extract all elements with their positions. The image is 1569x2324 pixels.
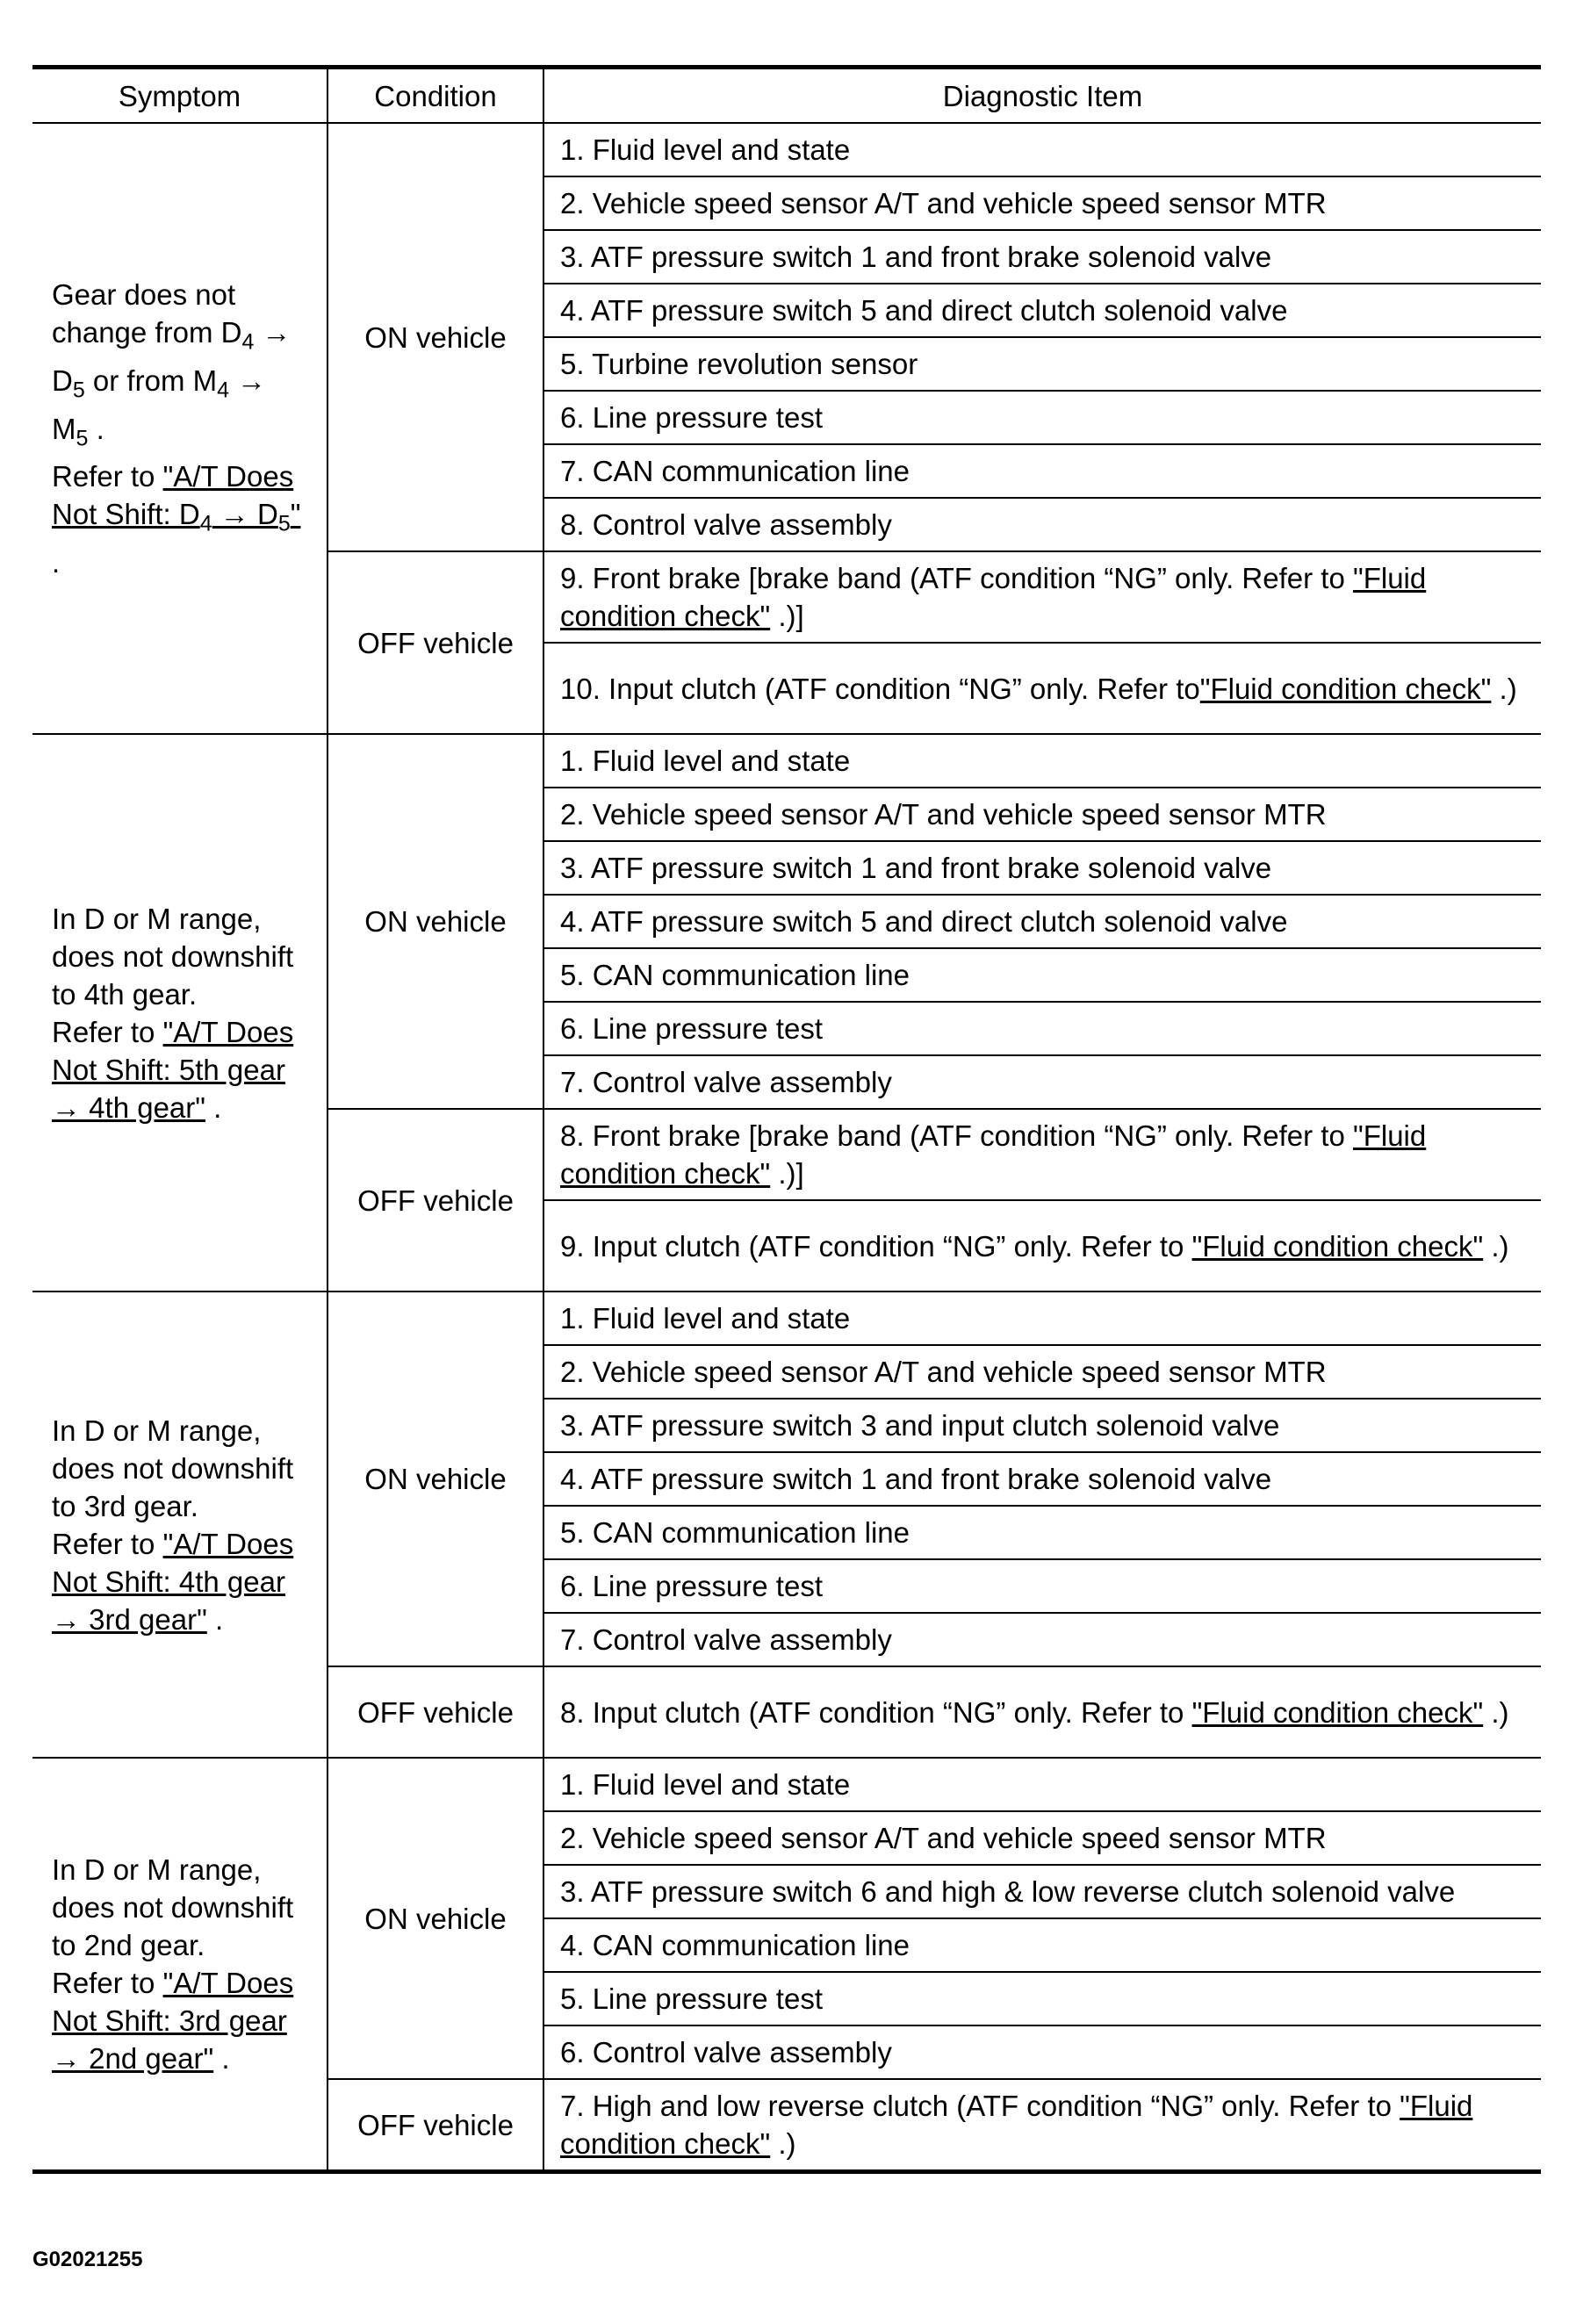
- diagnostic-item: 3. ATF pressure switch 3 and input clutch solenoid valve: [543, 1399, 1541, 1452]
- diagnostic-item: 4. ATF pressure switch 1 and front brake solenoid valve: [543, 1452, 1541, 1506]
- diagnostic-item: 4. CAN communication line: [543, 1918, 1541, 1972]
- symptom-refer: Refer to: [52, 460, 155, 493]
- diagnostic-item: 5. Line pressure test: [543, 1972, 1541, 2025]
- symptom-text: In D or M range, does not downshift to 4th gear.: [52, 902, 294, 1011]
- diagnostic-item: 7. Control valve assembly: [543, 1055, 1541, 1109]
- symptom-text: Gear does not change from $D_4 \to D_5$ or from $M_4 \to M_5$ .: [52, 278, 291, 451]
- diagnostic-item: 9. Front brake [brake band (ATF condition “NG” only. Refer to "Fluid condition check" .)]: [543, 551, 1541, 643]
- diagnostic-item: 6. Control valve assembly: [543, 2025, 1541, 2079]
- diagnostic-item: 6. Line pressure test: [543, 391, 1541, 444]
- condition-on-vehicle: ON vehicle: [327, 1758, 543, 2079]
- header-row: [32, 68, 1541, 124]
- fluid-condition-check-link[interactable]: "Fluid condition check": [560, 1119, 1427, 1190]
- condition-off-vehicle: OFF vehicle: [327, 1666, 543, 1758]
- condition-on-vehicle: ON vehicle: [327, 123, 543, 551]
- diagnostic-item: 7. CAN communication line: [543, 444, 1541, 498]
- symptom-cell: Gear does not change from $D_4 \to D_5$ or from $M_4 \to M_5$ . Refer to "A/T Does Not Shift: $D_4 \to D_5$" .: [32, 123, 327, 734]
- diagnostic-item: 7. High and low reverse clutch (ATF condition “NG” only. Refer to "Fluid condition check" .): [543, 2079, 1541, 2172]
- condition-on-vehicle: ON vehicle: [327, 1292, 543, 1666]
- diagnostic-item: 3. ATF pressure switch 1 and front brake solenoid valve: [543, 230, 1541, 284]
- figure-id: G02021255: [32, 2248, 143, 2271]
- symptom-cell: In D or M range, does not downshift to 2nd gear. Refer to "A/T Does Not Shift: 3rd gear → 2nd gear" .: [32, 1758, 327, 2172]
- symptom-cell: In D or M range, does not downshift to 4th gear. Refer to "A/T Does Not Shift: 5th gear → 4th gear" .: [32, 734, 327, 1292]
- diagnostic-item: 4. ATF pressure switch 5 and direct clutch solenoid valve: [543, 895, 1541, 948]
- condition-on-vehicle: ON vehicle: [327, 734, 543, 1109]
- diagnostic-item: 3. ATF pressure switch 1 and front brake solenoid valve: [543, 841, 1541, 895]
- diagnostic-item: 7. Control valve assembly: [543, 1613, 1541, 1666]
- diagnostic-item: 6. Line pressure test: [543, 1002, 1541, 1055]
- diagnostic-item: 9. Input clutch (ATF condition “NG” only. Refer to "Fluid condition check" .): [543, 1200, 1541, 1292]
- diagnostic-item: 8. Input clutch (ATF condition “NG” only. Refer to "Fluid condition check" .): [543, 1666, 1541, 1758]
- fluid-condition-check-link[interactable]: "Fluid condition check": [560, 2090, 1473, 2160]
- table-row: [32, 1758, 1541, 1811]
- diagnostic-item: 1. Fluid level and state: [543, 123, 1541, 176]
- diagnostic-item: 4. ATF pressure switch 5 and direct clutch solenoid valve: [543, 284, 1541, 337]
- diagnostic-item: 5. CAN communication line: [543, 948, 1541, 1002]
- fluid-condition-check-link[interactable]: "Fluid condition check": [1199, 672, 1492, 705]
- header-diagnostic-item: Diagnostic Item: [543, 68, 1541, 124]
- symptom-refer: Refer to: [52, 1015, 163, 1048]
- table-row: [32, 1292, 1541, 1345]
- diagnostic-table-document: [32, 65, 1541, 2174]
- diagnostic-item: 2. Vehicle speed sensor A/T and vehicle speed sensor MTR: [543, 788, 1541, 841]
- diagnostic-table: [32, 65, 1541, 2174]
- diagnostic-item: 8. Control valve assembly: [543, 498, 1541, 551]
- condition-off-vehicle: OFF vehicle: [327, 2079, 543, 2172]
- symptom-reference-link[interactable]: "A/T Does Not Shift: 4th gear → 3rd gear": [52, 1527, 294, 1636]
- symptom-reference-link[interactable]: "A/T Does Not Shift: $D_4 \to D_5$": [52, 460, 301, 536]
- condition-off-vehicle: OFF vehicle: [327, 1109, 543, 1292]
- diagnostic-item: 2. Vehicle speed sensor A/T and vehicle speed sensor MTR: [543, 1345, 1541, 1399]
- table-row: [32, 734, 1541, 788]
- symptom-reference-link[interactable]: "A/T Does Not Shift: 3rd gear → 2nd gear": [52, 1967, 294, 2075]
- table-row: [32, 123, 1541, 176]
- header-condition: Condition: [327, 68, 543, 124]
- condition-off-vehicle: OFF vehicle: [327, 551, 543, 734]
- diagnostic-item: 5. Turbine revolution sensor: [543, 337, 1541, 391]
- diagnostic-item: 1. Fluid level and state: [543, 1758, 1541, 1811]
- fluid-condition-check-link[interactable]: "Fluid condition check": [1191, 1695, 1484, 1729]
- header-symptom: Symptom: [32, 68, 327, 124]
- diagnostic-item: 1. Fluid level and state: [543, 1292, 1541, 1345]
- diagnostic-item: 10. Input clutch (ATF condition “NG” only. Refer to"Fluid condition check" .): [543, 643, 1541, 734]
- symptom-text: In D or M range, does not downshift to 3rd gear.: [52, 1414, 294, 1522]
- symptom-text: In D or M range, does not downshift to 2nd gear.: [52, 1853, 294, 1961]
- diagnostic-item: 6. Line pressure test: [543, 1559, 1541, 1613]
- diagnostic-item: 2. Vehicle speed sensor A/T and vehicle speed sensor MTR: [543, 176, 1541, 230]
- diagnostic-item: 8. Front brake [brake band (ATF condition “NG” only. Refer to "Fluid condition check" .)]: [543, 1109, 1541, 1200]
- symptom-refer: Refer to: [52, 1967, 163, 1999]
- fluid-condition-check-link[interactable]: "Fluid condition check": [560, 562, 1427, 632]
- symptom-reference-link[interactable]: "A/T Does Not Shift: 5th gear → 4th gear": [52, 1015, 294, 1124]
- diagnostic-item: 2. Vehicle speed sensor A/T and vehicle speed sensor MTR: [543, 1811, 1541, 1865]
- diagnostic-item: 3. ATF pressure switch 6 and high & low reverse clutch solenoid valve: [543, 1865, 1541, 1918]
- symptom-cell: In D or M range, does not downshift to 3rd gear. Refer to "A/T Does Not Shift: 4th gear → 3rd gear" .: [32, 1292, 327, 1758]
- diagnostic-item: 5. CAN communication line: [543, 1506, 1541, 1559]
- fluid-condition-check-link[interactable]: "Fluid condition check": [1191, 1229, 1484, 1263]
- symptom-refer: Refer to: [52, 1527, 163, 1560]
- diagnostic-item: 1. Fluid level and state: [543, 734, 1541, 788]
